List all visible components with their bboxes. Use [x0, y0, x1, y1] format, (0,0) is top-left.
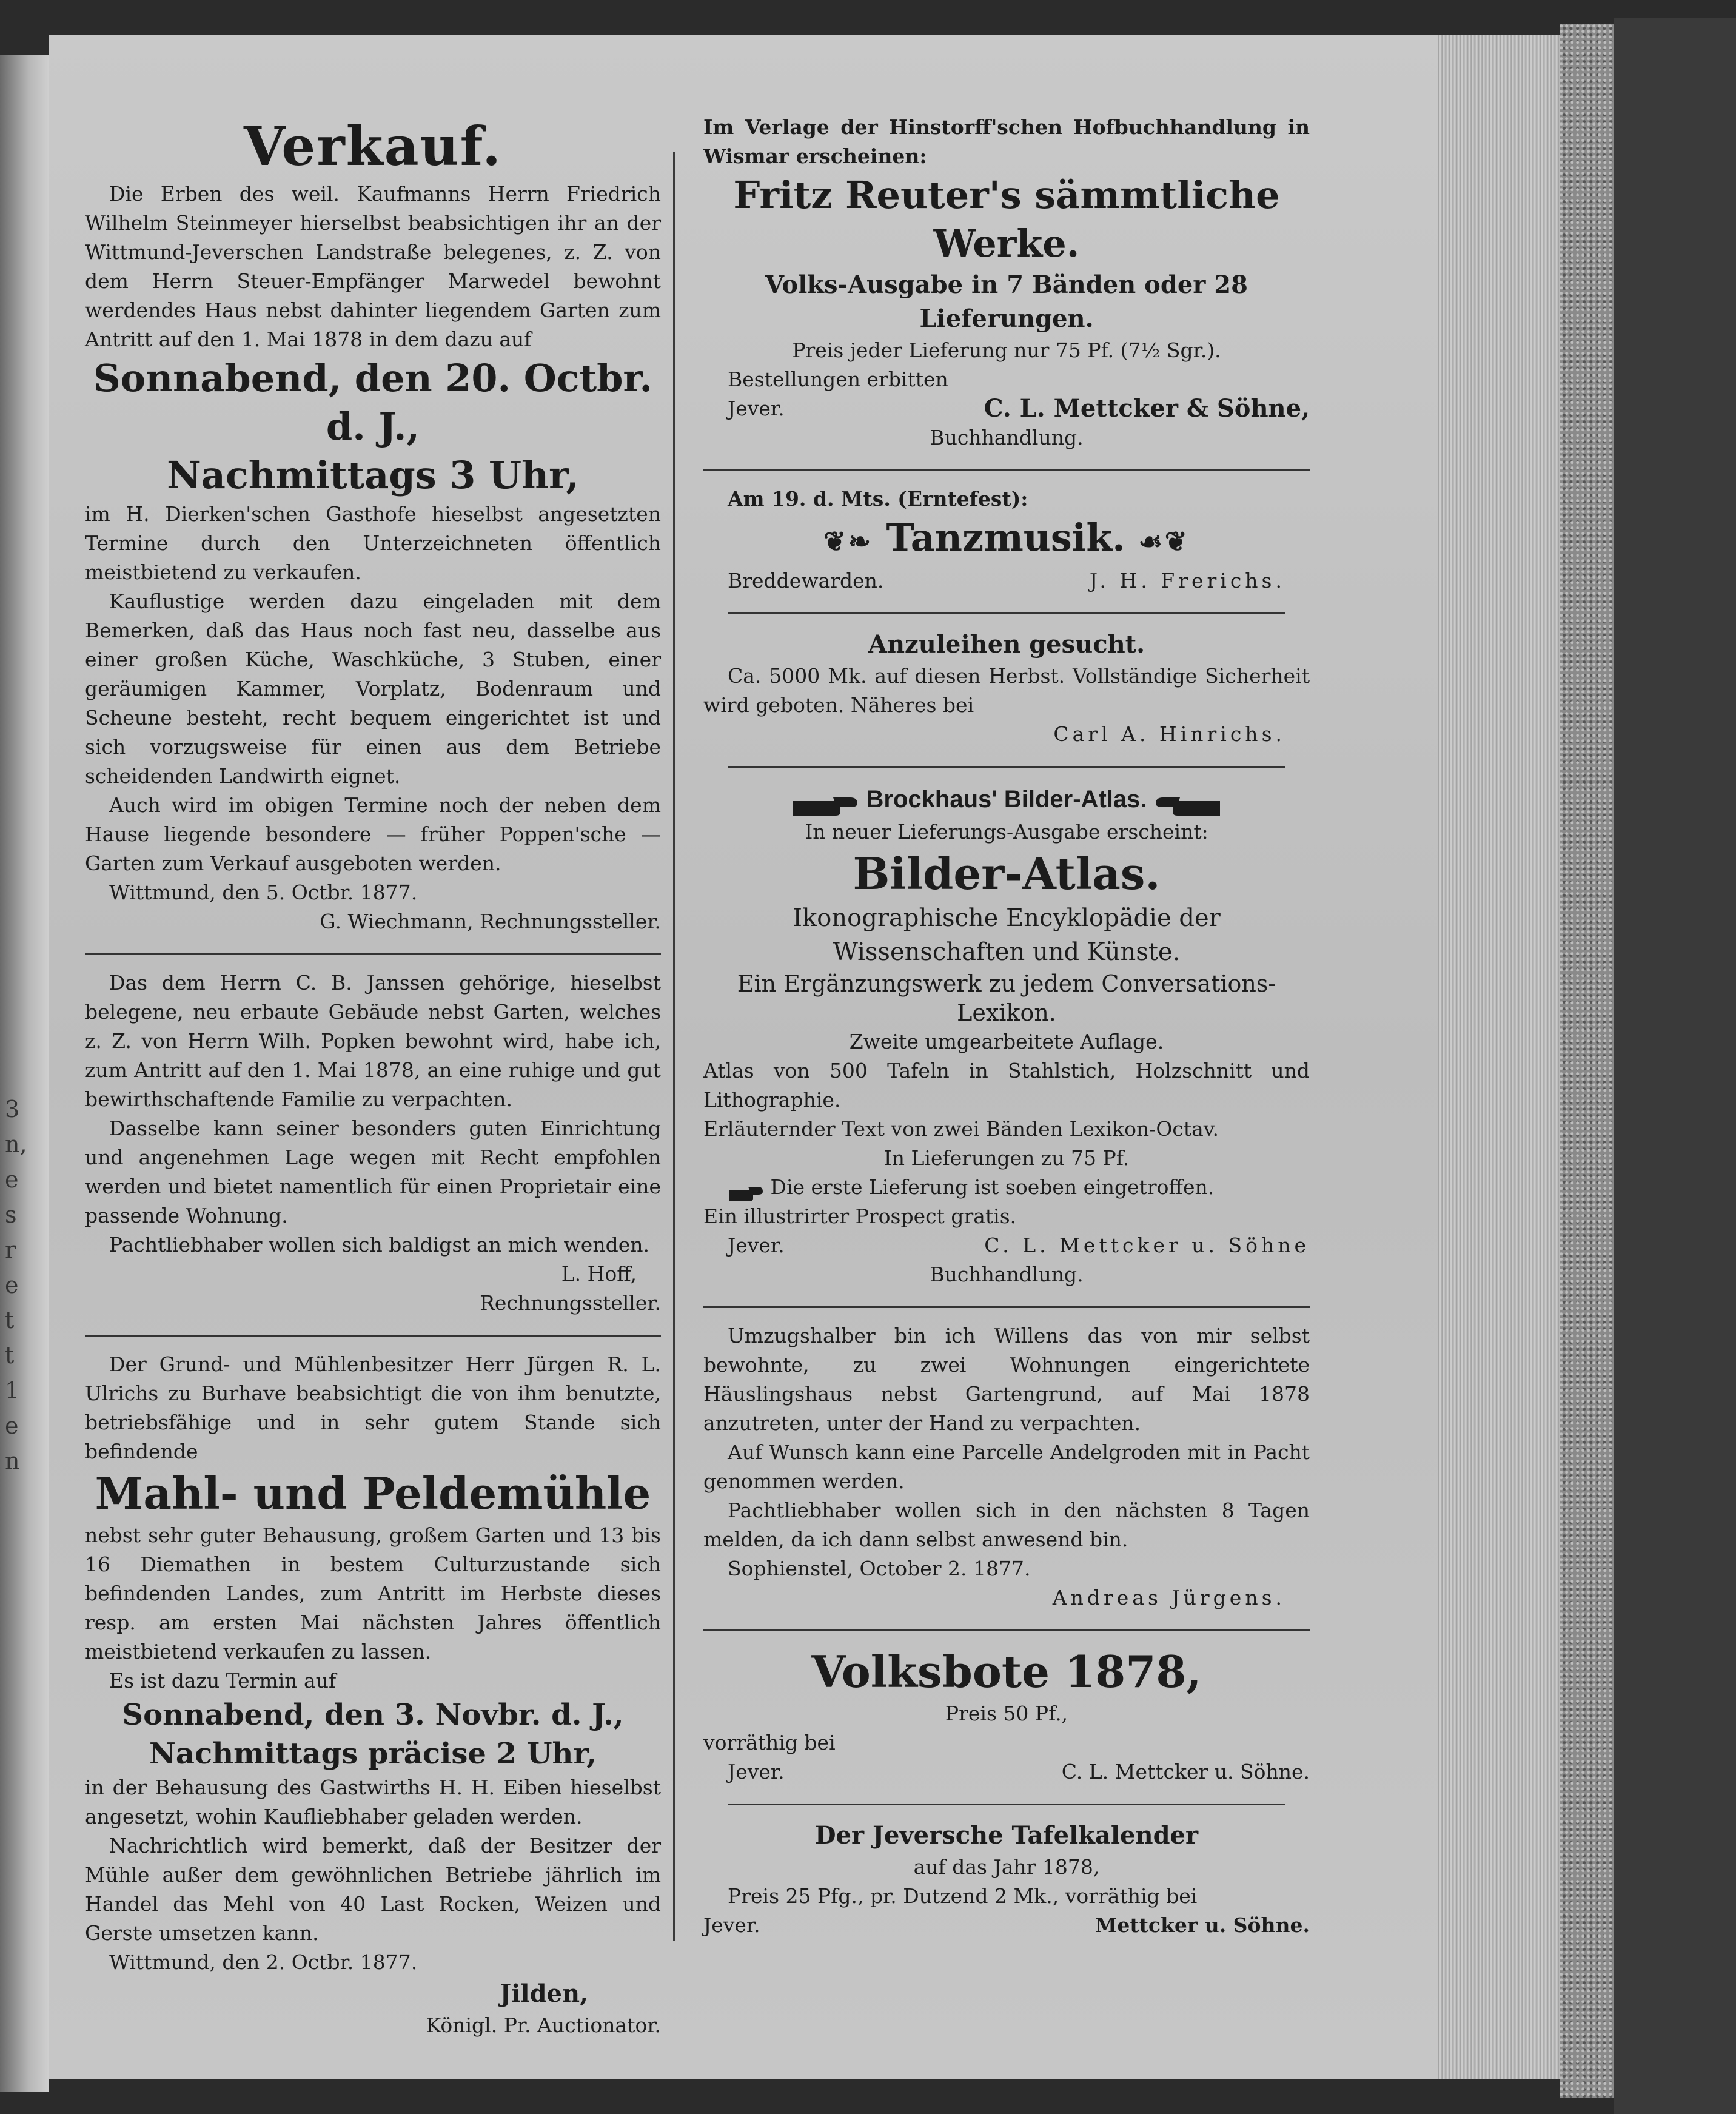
ad-line: Die erste Lieferung ist soeben eingetroffen.: [770, 1175, 1215, 1199]
ad-anzuleihen: [703, 624, 1310, 757]
ad-body: Umzugshalber bin ich Willens das von mir selbst bewohnte, zu zwei Wohnungen eingerichtete Häuslingshaus nebst Gartengrund, auf Mai 1878 anzutreten, unter der Hand zu verpachten.: [703, 1324, 1310, 1435]
ad-reuter-werke: [703, 109, 1310, 461]
ad-verpachtung: [85, 965, 661, 1326]
ad-umzug: [703, 1318, 1310, 1621]
ad-price: Preis jeder Lieferung nur 75 Pf. (7½ Sgr.).: [792, 338, 1221, 362]
column-divider: [673, 152, 675, 1941]
ad-time-line: Nachmittags präcise 2 Uhr,: [149, 1737, 597, 1771]
ad-place-date: Wittmund, den 2. Octbr. 1877.: [109, 1950, 418, 1974]
ad-firm: C. L. Mettcker & Söhne,: [984, 394, 1310, 423]
ad-edition: Zweite umgearbeitete Auflage.: [849, 1030, 1164, 1053]
ornament-left-icon: ❦❧: [823, 526, 873, 557]
ornament-right-icon: ☙❦: [1138, 526, 1190, 557]
ad-verkauf: [85, 109, 661, 945]
ad-body: Es ist dazu Termin auf: [109, 1669, 337, 1693]
ad-date-line: Sonnabend, den 20. Octbr. d. J.,: [93, 356, 653, 449]
ad-line: Ein illustrirter Prospect gratis.: [703, 1204, 1017, 1228]
ad-tanzmusik: [703, 481, 1310, 604]
ad-place: Jever.: [728, 1760, 785, 1783]
ad-firm-row: [703, 1911, 1310, 1940]
ad-firm-type: Buchhandlung.: [930, 1263, 1084, 1286]
ad-separator: [85, 953, 661, 955]
ad-volksbote: [703, 1641, 1310, 1795]
ad-line-with-icon: [703, 1173, 1310, 1202]
ad-separator: [703, 1306, 1310, 1308]
pointing-hand-right-icon: [792, 791, 859, 811]
ad-place: Jever.: [703, 1913, 760, 1937]
ad-name: Carl A. Hinrichs.: [1053, 722, 1285, 746]
ad-signature: Andreas Jürgens.: [1052, 1586, 1285, 1609]
right-column: [703, 109, 1310, 1948]
ad-separator: [728, 612, 1285, 614]
ad-subtitle: Ikonographische Encyklopädie der Wissenschaften und Künste.: [793, 904, 1221, 966]
ad-subtitle: Volks-Ausgabe in 7 Bänden oder 28 Lieferungen.: [765, 270, 1248, 333]
ad-title: Fritz Reuter's sämmtliche: [733, 173, 1280, 217]
ad-heading-row: [703, 514, 1310, 566]
ad-body: Auf Wunsch kann eine Parcelle Andelgroden mit in Pacht genommen werden.: [703, 1440, 1310, 1493]
ad-firm-row: [703, 1231, 1310, 1260]
ad-banner-row: [703, 781, 1310, 817]
ad-name: J. H. Frerichs.: [1089, 569, 1285, 592]
ad-banner: Brockhaus' Bilder-Atlas.: [866, 786, 1147, 813]
ad-body: in der Behausung des Gastwirths H. H. Eiben hieselbst angesetzt, wohin Kaufliebhaber geladen werden.: [85, 1776, 661, 1828]
ad-firm-row: [703, 1757, 1310, 1787]
ad-line: Erläuternder Text von zwei Bänden Lexikon-Octav.: [703, 1117, 1219, 1141]
ad-signature: L. Hoff,: [561, 1262, 637, 1286]
ad-separator: [703, 1629, 1310, 1631]
ad-heading: Tanzmusik.: [886, 515, 1125, 560]
ad-body: Das dem Herrn C. B. Janssen gehörige, hieselbst belegene, neu erbaute Gebäude nebst Garten, welches z. Z. von Herrn Wilh. Popken bewohnt wird, habe ich, zum Antritt auf den 1. Mai 1878, an eine ruhige und gut bewirthschaftende Familie zu verpachten.: [85, 971, 661, 1111]
ad-subtitle: Ein Ergänzungswerk zu jedem Conversations-Lexikon.: [737, 970, 1276, 1026]
ad-body: im H. Dierken'schen Gasthofe hieselbst angesetzten Termine durch den Unterzeichneten öffentlich meistbietend zu verkaufen.: [85, 502, 661, 584]
ad-price: Preis 25 Pfg., pr. Dutzend 2 Mk., vorräthig bei: [728, 1884, 1198, 1908]
ad-muehle: [85, 1346, 661, 2049]
ad-intro: In neuer Lieferungs-Ausgabe erscheint:: [805, 820, 1208, 844]
ad-firm: C. L. Mettcker u. Söhne.: [1061, 1760, 1310, 1783]
ad-body: nebst sehr guter Behausung, großem Garten und 13 bis 16 Diemathen in bestem Culturzustande sich befindenden Landes, zum Antritt im Herbste dieses resp. am ersten Mai nächsten Jahres öffentlich meistbietend verkaufen zu lassen.: [85, 1523, 661, 1663]
ad-orders: Bestellungen erbitten: [728, 367, 948, 391]
book-cover-back: [1614, 18, 1736, 2114]
ad-heading: Anzuleihen gesucht.: [868, 630, 1145, 659]
ad-place-date: Sophienstel, October 2. 1877.: [728, 1557, 1031, 1580]
ad-place-date: Wittmund, den 5. Octbr. 1877.: [109, 881, 418, 904]
ad-signature-title: Königl. Pr. Auctionator.: [426, 2013, 661, 2037]
ad-signature: G. Wiechmann, Rechnungssteller.: [320, 910, 661, 933]
ad-body: Der Grund- und Mühlenbesitzer Herr Jürgen R. L. Ulrichs zu Burhave beabsichtigt die von ihm benutzte, betriebsfähige und in sehr gutem Stande sich befindende: [85, 1352, 661, 1463]
ad-place: Jever.: [728, 397, 785, 420]
page-edges: [1438, 35, 1560, 2079]
ad-body: Die Erben des weil. Kaufmanns Herrn Friedrich Wilhelm Steinmeyer hierselbst beabsichtigen ihr an der Wittmund-Jeverschen Landstraße belegenes, z. Z. von dem Herrn Steuer-Empfänger Marwedel bewohnt werdendes Haus nebst dahinter liegendem Garten zum Antritt auf den 1. Mai 1878 in dem dazu auf: [85, 182, 661, 351]
ad-heading: Volksbote 1878,: [811, 1646, 1202, 1697]
ad-title: Werke.: [933, 221, 1080, 266]
ad-body: Pachtliebhaber wollen sich in den nächsten 8 Tagen melden, da ich dann selbst anwesend bin.: [703, 1498, 1310, 1551]
ad-date-line: Sonnabend, den 3. Novbr. d. J.,: [122, 1698, 624, 1732]
ad-subtitle: auf das Jahr 1878,: [913, 1855, 1100, 1879]
ad-body: Nachrichtlich wird bemerkt, daß der Besitzer der Mühle außer dem gewöhnlichen Betriebe jährlich im Handel das Mehl von 40 Last Rocken, Weizen und Gerste umsetzen kann.: [85, 1834, 661, 1945]
left-margin-marks: 3 n, e s r e t t 1 e n: [5, 1096, 27, 1474]
ad-signature: Jilden,: [500, 1979, 588, 2008]
pointing-hand-right-icon: [728, 1181, 764, 1196]
ad-body: Kauflustige werden dazu eingeladen mit dem Bemerken, daß das Haus noch fast neu, dasselbe aus einer großen Küche, Waschküche, 3 Stuben, einer geräumigen Kammer, Vorplatz, Bodenraum und Scheune besteht, recht bequem eingerichtet ist und sich vorzugsweise für einen aus dem Betriebe scheidenden Landwirth eignet.: [85, 589, 661, 788]
ad-body: Auch wird im obigen Termine noch der neben dem Hause liegende besondere — früher Poppen'sche — Garten zum Verkauf ausgeboten werden.: [85, 793, 661, 875]
ad-place: Jever.: [728, 1233, 785, 1257]
ad-intro: Im Verlage der Hinstorff'schen Hofbuchhandlung in Wismar erscheinen:: [703, 115, 1310, 168]
ad-signature-title: Rechnungssteller.: [480, 1291, 661, 1315]
ad-stock: vorräthig bei: [703, 1731, 836, 1754]
ad-time-line: Nachmittags 3 Uhr,: [167, 453, 579, 497]
ad-firm-row: [703, 394, 1310, 423]
left-page-edge: [0, 55, 49, 2092]
ad-line: Atlas von 500 Tafeln in Stahlstich, Holzschnitt und Lithographie.: [703, 1059, 1310, 1112]
ad-body: Pachtliebhaber wollen sich baldigst an mich wenden.: [109, 1233, 649, 1257]
ad-separator: [728, 766, 1285, 768]
ad-firm: Mettcker u. Söhne.: [1094, 1913, 1310, 1937]
ad-body: Ca. 5000 Mk. auf diesen Herbst. Vollständige Sicherheit wird geboten. Näheres bei: [703, 664, 1310, 717]
ad-line: In Lieferungen zu 75 Pf.: [883, 1146, 1130, 1170]
ad-separator: [703, 469, 1310, 471]
left-column: [85, 109, 661, 2049]
marbled-cover-board: [1560, 24, 1614, 2098]
ad-intro: Am 19. d. Mts. (Erntefest):: [728, 487, 1028, 511]
ad-firm: C. L. Mettcker u. Söhne: [984, 1233, 1310, 1257]
ad-separator: [85, 1335, 661, 1337]
pointing-hand-left-icon: [1155, 791, 1221, 811]
ad-separator: [728, 1804, 1285, 1805]
ad-heading: Bilder-Atlas.: [853, 848, 1161, 899]
ad-tafelkalender: [703, 1815, 1310, 1948]
ad-footer-row: [703, 566, 1310, 596]
ad-place: Breddewarden.: [728, 569, 884, 592]
ad-heading: Der Jeversche Tafelkalender: [814, 1821, 1199, 1850]
ad-firm-type: Buchhandlung.: [930, 426, 1084, 449]
ad-heading: Mahl- und Peldemühle: [95, 1468, 651, 1519]
ad-body: Dasselbe kann seiner besonders guten Einrichtung und angenehmen Lage wegen mit Recht empfohlen werden und bietet namentlich für einen Proprietair eine passende Wohnung.: [85, 1116, 661, 1227]
ad-bilder-atlas: [703, 777, 1310, 1298]
ad-heading: Verkauf.: [244, 115, 502, 178]
ad-price: Preis 50 Pf.,: [945, 1702, 1068, 1725]
